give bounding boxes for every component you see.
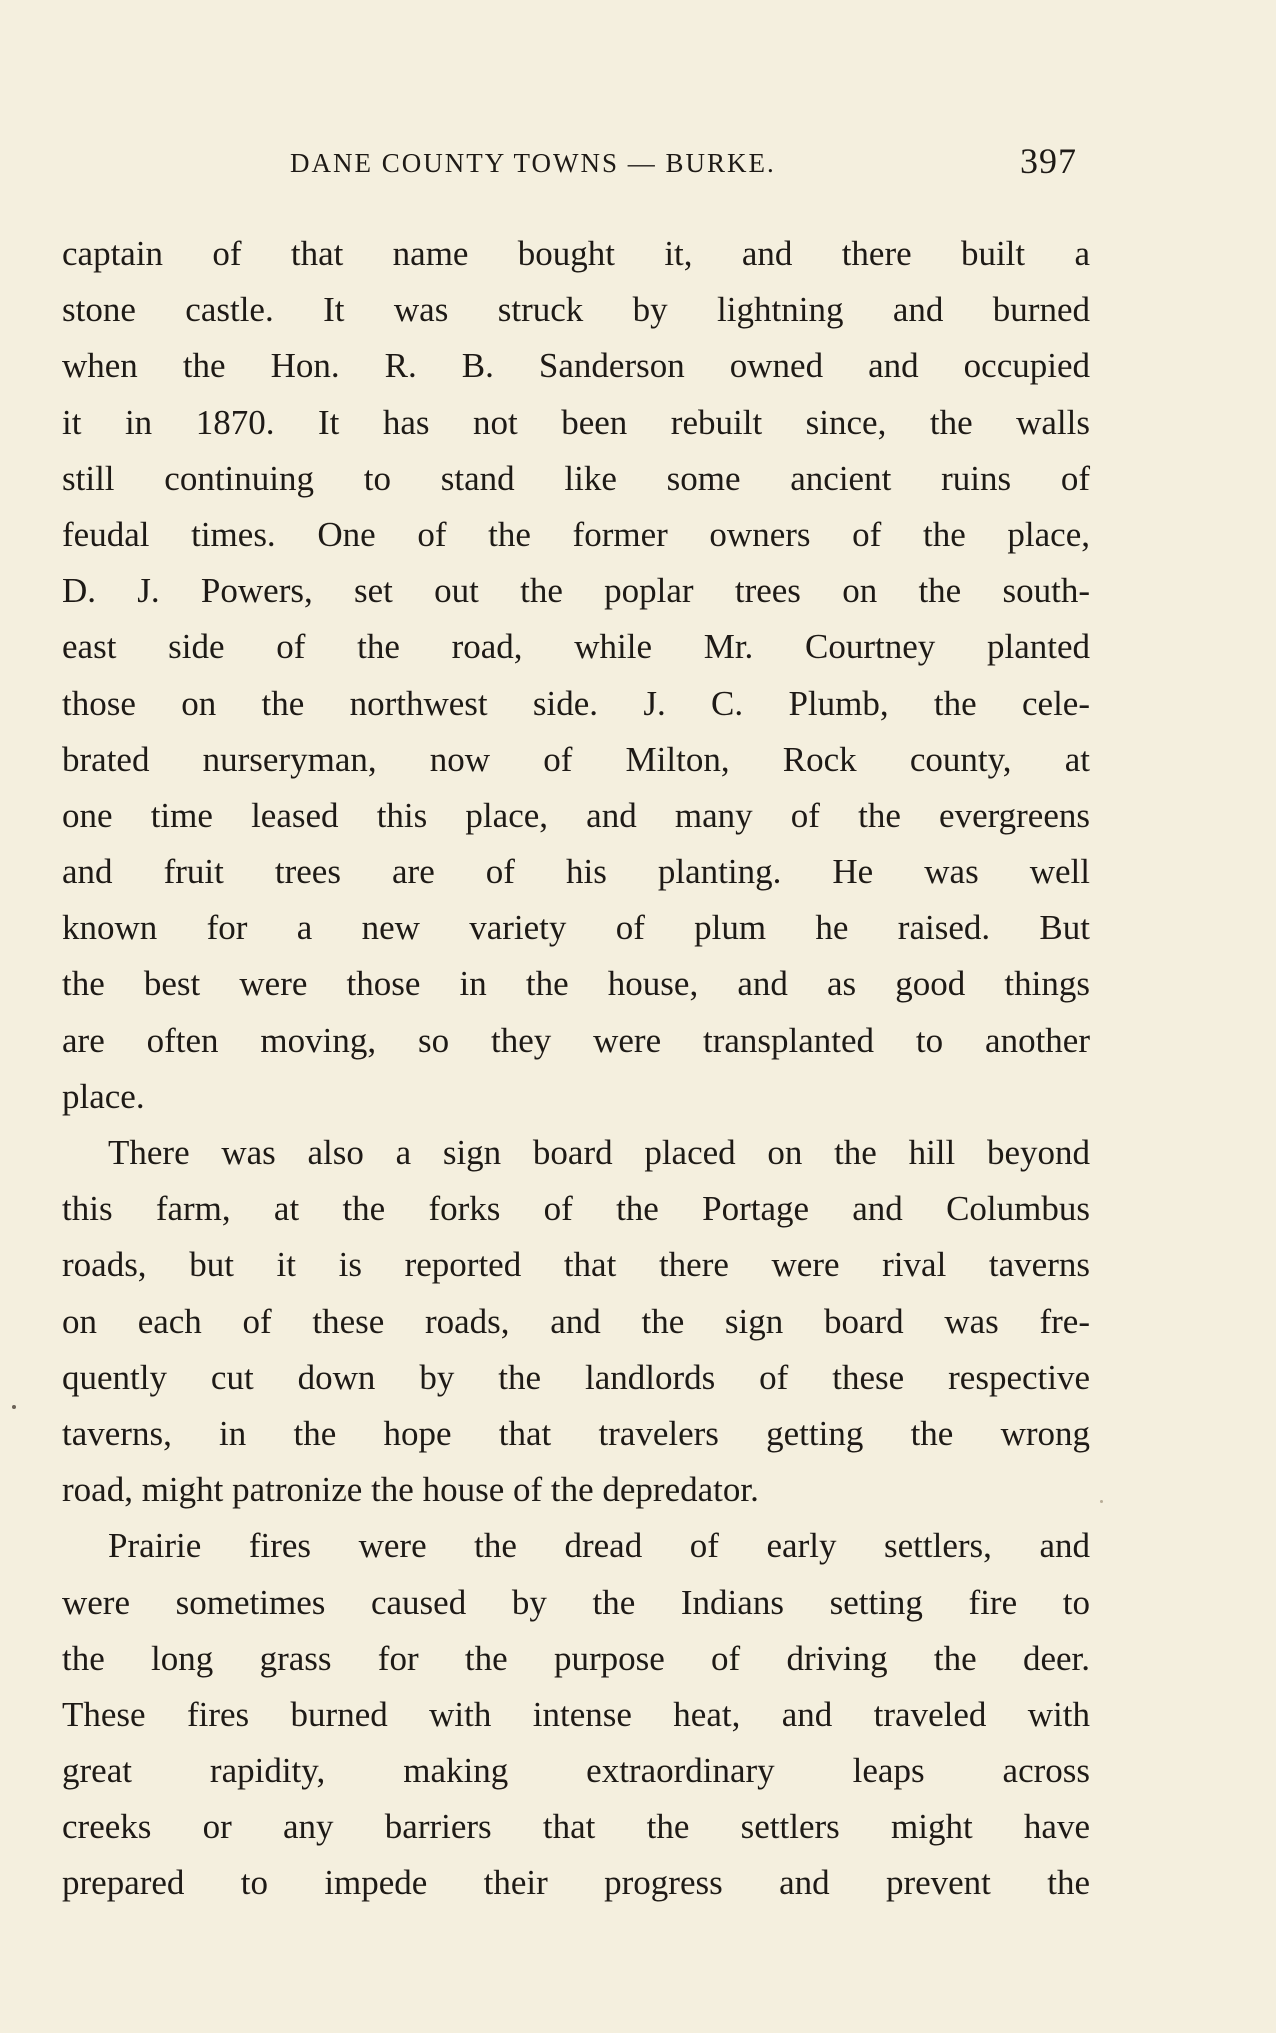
running-head-title: DANE COUNTY TOWNS — BURKE. <box>290 148 776 178</box>
text-line: brated nurseryman, now of Milton, Rock county, at <box>62 739 1090 779</box>
text-line: feudal times. One of the former owners of the place, <box>62 514 1090 554</box>
text-line: D. J. Powers, set out the poplar trees on the south- <box>62 571 1090 611</box>
text-line: stone castle. It was struck by lightning and burned <box>62 290 1090 330</box>
text-line: These fires burned with intense heat, and traveled with <box>62 1694 1090 1734</box>
text-line: this farm, at the forks of the Portage and Columbus <box>62 1189 1090 1229</box>
text-line: roads, but it is reported that there were rival taverns <box>62 1245 1090 1285</box>
text-line: the long grass for the purpose of driving the deer. <box>62 1638 1090 1678</box>
text-line: taverns, in the hope that travelers getting the wrong <box>62 1413 1090 1453</box>
text-line: and fruit trees are of his planting. He was well <box>62 852 1090 892</box>
text-line: on each of these roads, and the sign board was fre- <box>62 1301 1090 1341</box>
text-line-paragraph-start: Prairie fires were the dread of early settlers, and <box>108 1526 1090 1566</box>
paper-speck <box>1100 1500 1103 1503</box>
running-head <box>290 140 1090 190</box>
text-line: prepared to impede their progress and prevent the <box>62 1863 1090 1903</box>
text-line: quently cut down by the landlords of these respective <box>62 1357 1090 1397</box>
text-line: east side of the road, while Mr. Courtney planted <box>62 627 1090 667</box>
text-line-paragraph-start: There was also a sign board placed on the hill beyond <box>108 1133 1090 1172</box>
text-line: the best were those in the house, and as good things <box>62 964 1090 1004</box>
text-line: captain of that name bought it, and there built a <box>62 234 1090 273</box>
text-line: still continuing to stand like some ancient ruins of <box>62 458 1090 498</box>
text-line-paragraph-end: place. <box>62 1076 145 1116</box>
text-line: one time leased this place, and many of the evergreens <box>62 795 1090 835</box>
text-line: great rapidity, making extraordinary leaps across <box>62 1751 1090 1791</box>
paper-speck <box>12 1405 16 1409</box>
text-line: it in 1870. It has not been rebuilt since, the walls <box>62 402 1090 442</box>
text-line-paragraph-end: road, might patronize the house of the depredator. <box>62 1470 759 1510</box>
text-line: were sometimes caused by the Indians setting fire to <box>62 1582 1090 1622</box>
text-line: those on the northwest side. J. C. Plumb, the cele- <box>62 683 1090 723</box>
text-line: known for a new variety of plum he raised. But <box>62 908 1090 948</box>
body-text <box>62 226 1090 1912</box>
text-line: when the Hon. R. B. Sanderson owned and occupied <box>62 346 1090 386</box>
text-line: are often moving, so they were transplanted to another <box>62 1020 1090 1060</box>
text-line: creeks or any barriers that the settlers might have <box>62 1807 1090 1847</box>
page-number: 397 <box>1020 141 1077 181</box>
